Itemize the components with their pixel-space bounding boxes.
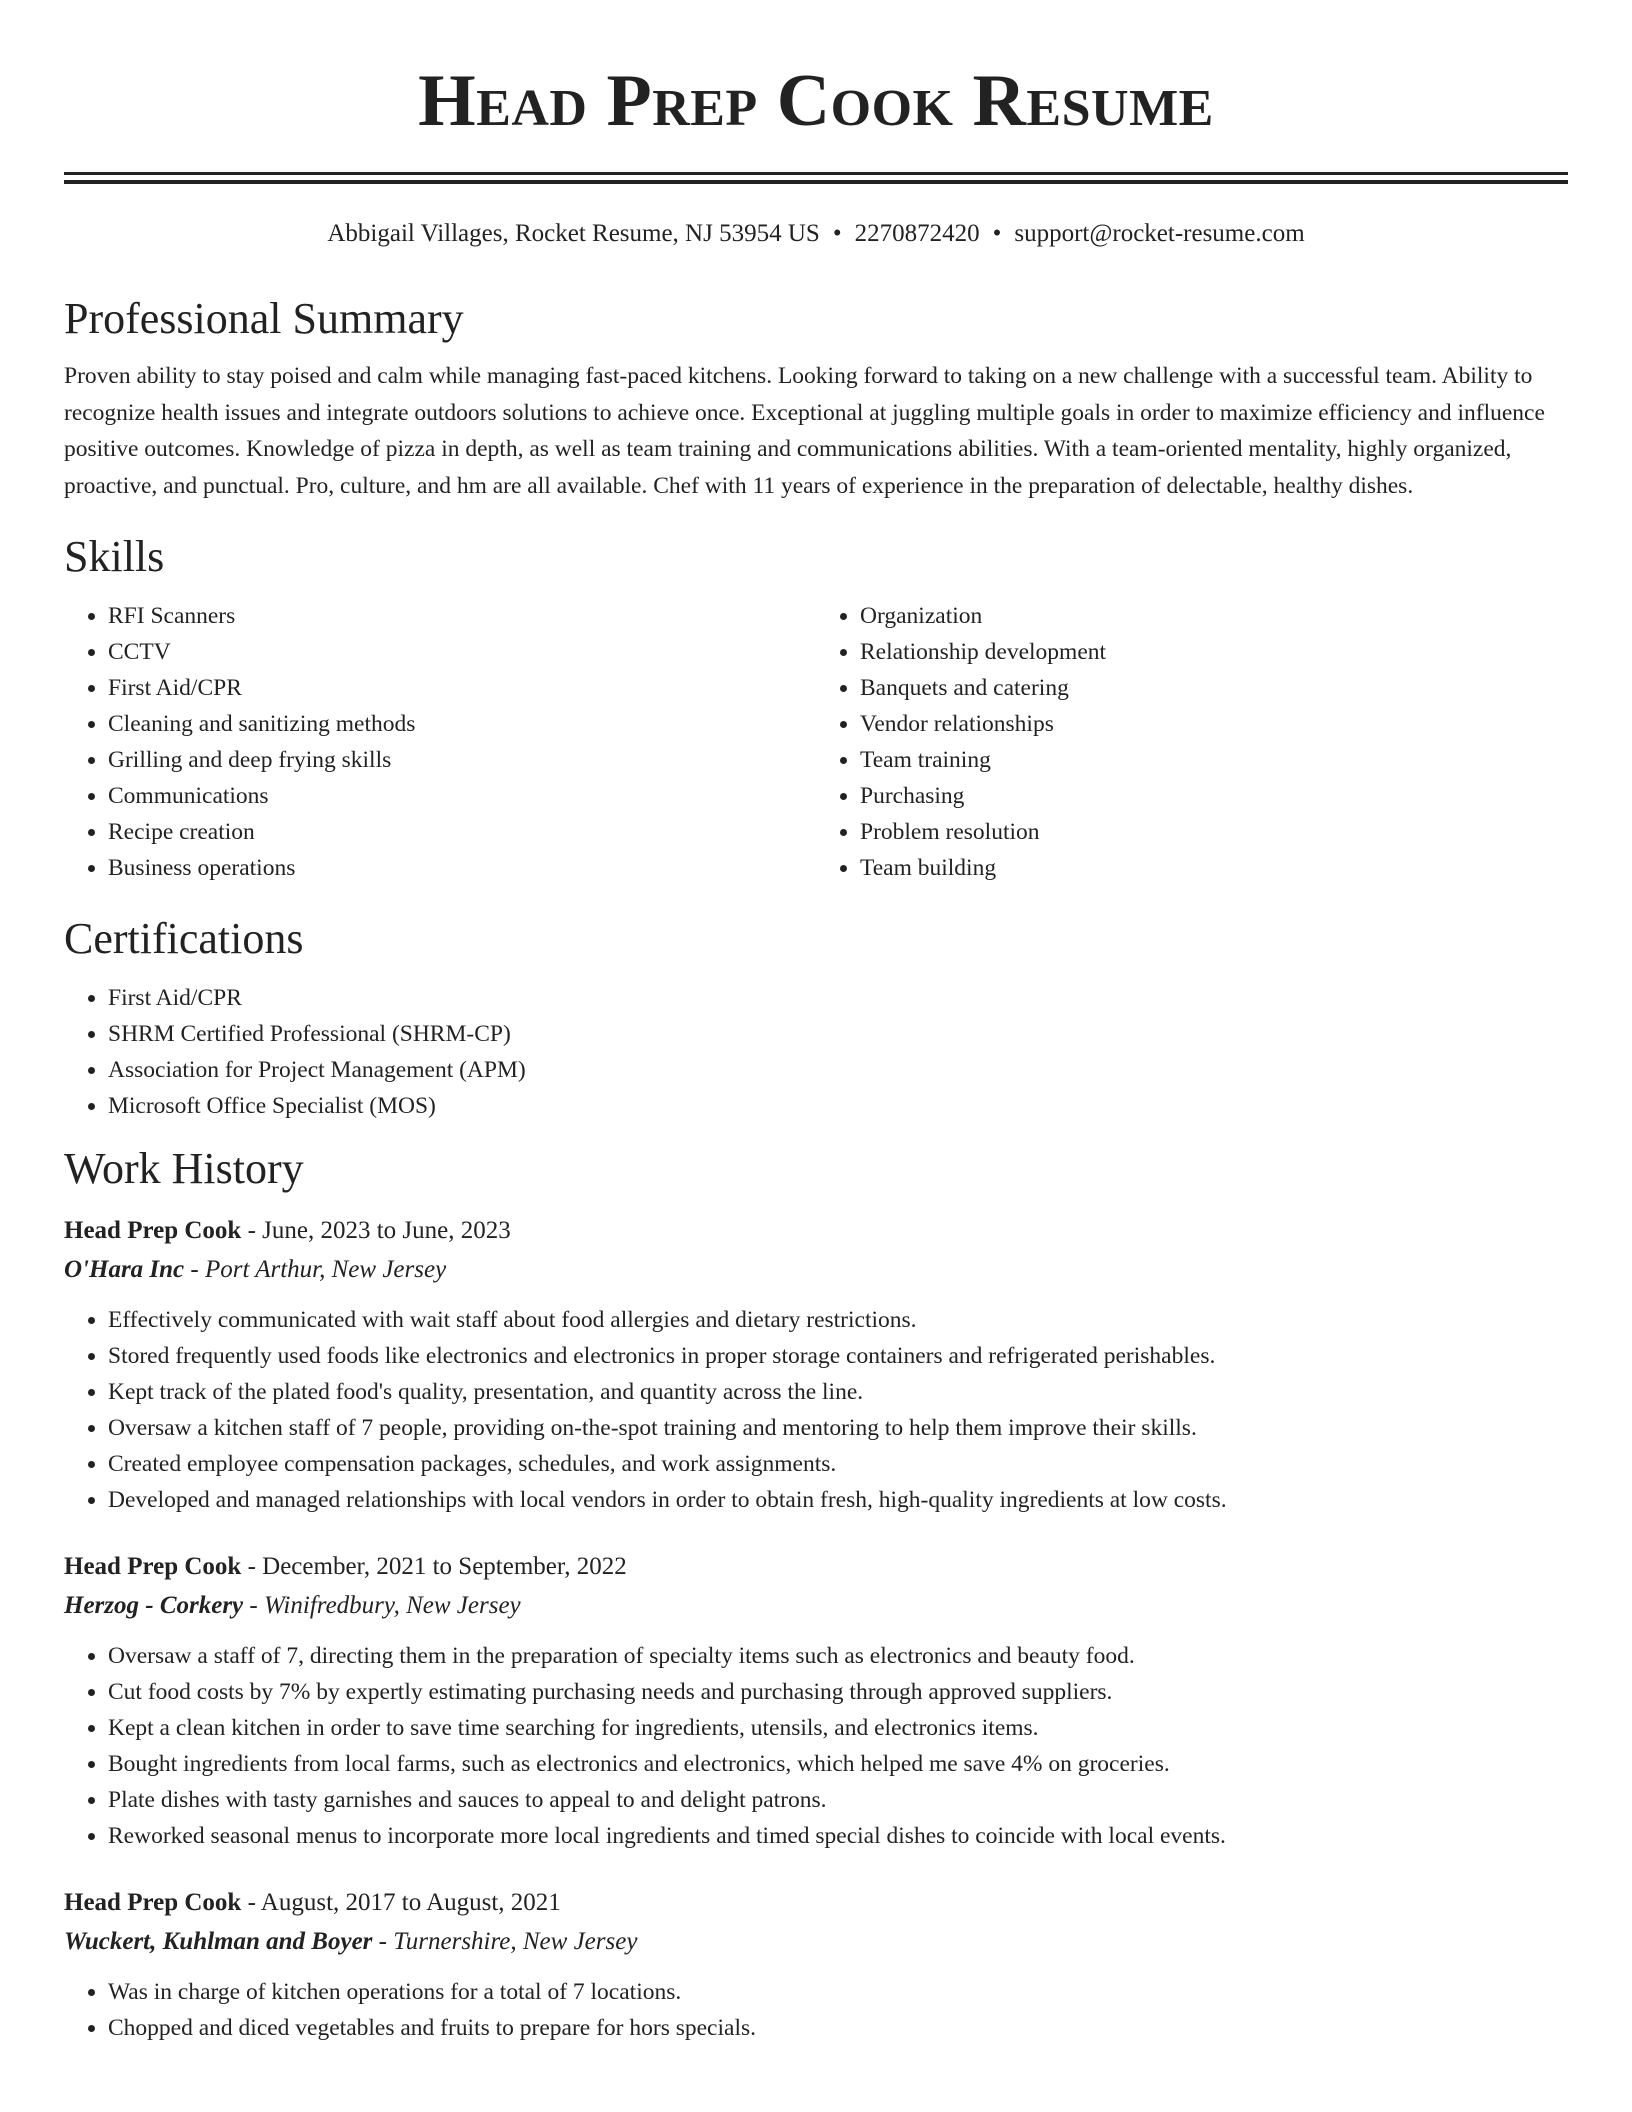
contact-email: support@rocket-resume.com: [1014, 220, 1305, 247]
skills-list-left: [64, 598, 816, 886]
job-location: Winifredbury, New Jersey: [263, 1592, 521, 1619]
job-title-line: [64, 1212, 1568, 1250]
skills-item: • Communications: [108, 778, 816, 814]
job-company: Herzog - Corkery: [64, 1592, 244, 1619]
job-dash: -: [372, 1928, 394, 1955]
skills-item: • Team building: [860, 850, 1568, 886]
job-entry: [64, 1212, 1568, 1518]
summary-text: Proven ability to stay poised and calm while managing fast-paced kitchens. Looking forward to taking on a new challenge with a successful team. Ability to recognize health issues and integrate outdoors solutions to achieve once. Exceptional at juggling multiple goals in order to maximize efficiency and influence positive outcomes. Knowledge of pizza in depth, as well as team training and communications abilities. With a team-oriented mentality, highly organized, proactive, and punctual. Pro, culture, and hm are all available. Chef with 11 years of experience in the preparation of delectable, healthy dishes.: [64, 363, 1545, 499]
job-duty-item: • Plate dishes with tasty garnishes and sauces to appeal to and delight patrons.: [108, 1782, 1568, 1818]
job-duty-item: • Created employee compensation packages, schedules, and work assignments.: [108, 1446, 1568, 1482]
job-duty-item: • Kept track of the plated food's quality, presentation, and quantity across the line.: [108, 1374, 1568, 1410]
job-company: O'Hara Inc: [64, 1256, 185, 1283]
job-duty-item: • Stored frequently used foods like electronics and electronics in proper storage containers and refrigerated perishables.: [108, 1338, 1568, 1374]
job-duty-item: • Cut food costs by 7% by expertly estimating purchasing needs and purchasing through approved suppliers.: [108, 1674, 1568, 1710]
skills-item: • Vendor relationships: [860, 706, 1568, 742]
job-location: Turnershire, New Jersey: [393, 1928, 638, 1955]
contact-line: [64, 216, 1568, 252]
job-dates: December, 2021 to September, 2022: [262, 1553, 627, 1580]
job-role: Head Prep Cook: [64, 1553, 242, 1580]
job-title-line: [64, 1548, 1568, 1586]
job-company: Wuckert, Kuhlman and Boyer: [64, 1928, 373, 1955]
job-duty-item: • Developed and managed relationships with local vendors in order to obtain fresh, high-quality ingredients at low costs.: [108, 1482, 1568, 1518]
skills-columns: [64, 598, 1568, 886]
skills-item: • Grilling and deep frying skills: [108, 742, 816, 778]
job-dates: June, 2023 to June, 2023: [262, 1217, 511, 1244]
job-role: Head Prep Cook: [64, 1889, 242, 1916]
certifications-item: • Microsoft Office Specialist (MOS): [108, 1088, 1568, 1124]
skills-item: • Cleaning and sanitizing methods: [108, 706, 816, 742]
skills-item: • Team training: [860, 742, 1568, 778]
job-duty-item: • Was in charge of kitchen operations for a total of 7 locations.: [108, 1974, 1568, 2010]
contact-separator: •: [832, 220, 842, 247]
certifications-item: • SHRM Certified Professional (SHRM-CP): [108, 1016, 1568, 1052]
contact-address: Abbigail Villages, Rocket Resume, NJ 53954 US: [327, 220, 820, 247]
job-dash: -: [184, 1256, 205, 1283]
skills-item: • CCTV: [108, 634, 816, 670]
job-duties-list: [64, 1302, 1568, 1518]
skills-item: • RFI Scanners: [108, 598, 816, 634]
job-duty-item: • Kept a clean kitchen in order to save time searching for ingredients, utensils, and electronics items.: [108, 1710, 1568, 1746]
contact-separator: •: [992, 220, 1002, 247]
skills-item: • Business operations: [108, 850, 816, 886]
job-company-line: [64, 1586, 1568, 1626]
job-title-line: [64, 1884, 1568, 1922]
job-dash: -: [241, 1217, 263, 1244]
job-dash: -: [243, 1592, 264, 1619]
title-double-rule: [64, 172, 1568, 184]
job-location: Port Arthur, New Jersey: [204, 1256, 447, 1283]
job-entry: [64, 1884, 1568, 2046]
summary-heading: Professional Summary: [64, 294, 464, 343]
skills-item: • Purchasing: [860, 778, 1568, 814]
job-company-line: [64, 1922, 1568, 1962]
job-dates: August, 2017 to August, 2021: [260, 1889, 561, 1916]
job-dash: -: [241, 1553, 263, 1580]
skills-list-right: [816, 598, 1568, 886]
certifications-item: • Association for Project Management (APM): [108, 1052, 1568, 1088]
job-dash: -: [241, 1889, 261, 1916]
resume-title: Head Prep Cook Resume: [418, 60, 1214, 142]
job-role: Head Prep Cook: [64, 1217, 242, 1244]
job-entry: [64, 1548, 1568, 1854]
skills-heading: Skills: [64, 532, 165, 581]
work-history-heading: Work History: [64, 1144, 304, 1193]
certifications-item: • First Aid/CPR: [108, 980, 1568, 1016]
skills-item: • Banquets and catering: [860, 670, 1568, 706]
job-duty-item: • Chopped and diced vegetables and fruits to prepare for hors specials.: [108, 2010, 1568, 2046]
job-duty-item: • Oversaw a kitchen staff of 7 people, providing on-the-spot training and mentoring to help them improve their skills.: [108, 1410, 1568, 1446]
job-duties-list: [64, 1638, 1568, 1854]
job-duties-list: [64, 1974, 1568, 2046]
job-company-line: [64, 1250, 1568, 1290]
job-duty-item: • Effectively communicated with wait staff about food allergies and dietary restrictions.: [108, 1302, 1568, 1338]
skills-item: • Recipe creation: [108, 814, 816, 850]
skills-item: • Organization: [860, 598, 1568, 634]
job-duty-item: • Oversaw a staff of 7, directing them in the preparation of specialty items such as electronics and beauty food.: [108, 1638, 1568, 1674]
skills-item: • Relationship development: [860, 634, 1568, 670]
skills-item: • First Aid/CPR: [108, 670, 816, 706]
contact-phone: 2270872420: [854, 220, 980, 247]
certifications-heading: Certifications: [64, 914, 304, 963]
certifications-list: [64, 980, 1568, 1124]
job-duty-item: • Bought ingredients from local farms, such as electronics and electronics, which helped me save 4% on groceries.: [108, 1746, 1568, 1782]
work-history-list: [64, 1212, 1568, 2046]
job-duty-item: • Reworked seasonal menus to incorporate more local ingredients and timed special dishes to coincide with local events.: [108, 1818, 1568, 1854]
skills-item: • Problem resolution: [860, 814, 1568, 850]
